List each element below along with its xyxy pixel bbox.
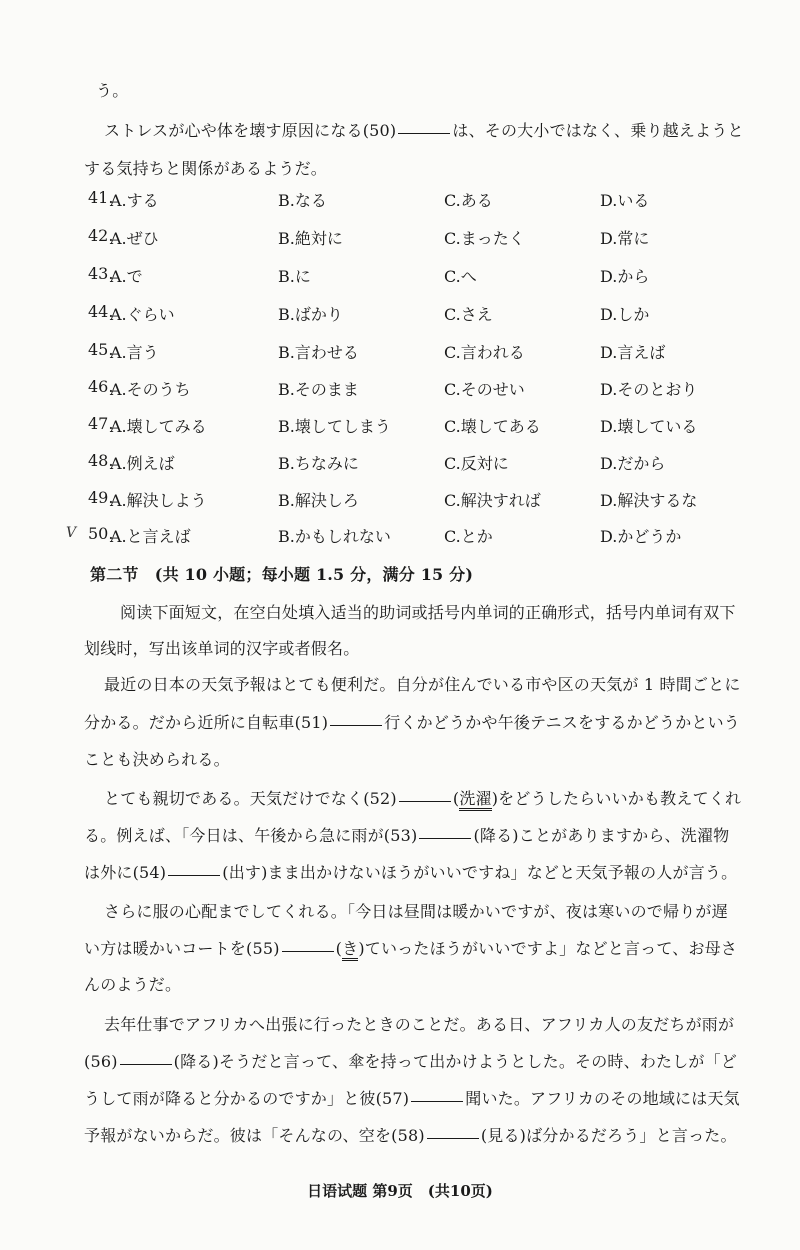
option-c[interactable]: C.へ	[444, 267, 477, 286]
option-d[interactable]: D.かどうか	[600, 527, 682, 546]
question-row	[88, 340, 728, 362]
option-a[interactable]: A.と言えば	[110, 527, 191, 546]
passage2-text: (見る)ば分かるだろう」と言った。	[480, 1126, 737, 1145]
passage1-line0: う。	[96, 81, 129, 100]
section2-title: 第二节 (共 10 小题；每小题 1.5 分，满分 15 分)	[90, 565, 474, 584]
option-b[interactable]: B.解決しろ	[278, 491, 359, 510]
question-number: 42.	[88, 226, 114, 245]
question-number: 45.	[88, 340, 114, 359]
blank-52[interactable]	[399, 800, 451, 802]
passage2-text: とても親切である。天気だけでなく(52)	[104, 789, 397, 808]
option-a[interactable]: A.言う	[110, 343, 159, 362]
question-row	[88, 488, 728, 510]
passage2-p1-line3: ことも決められる。	[84, 750, 230, 769]
question-row	[88, 377, 728, 399]
option-d[interactable]: D.常に	[600, 229, 650, 248]
passage2-p2-line1	[104, 786, 741, 809]
passage2-text: 予報がないからだ。彼は「そんなの、空を(58)	[84, 1126, 425, 1145]
passage2-p4-line3	[84, 1086, 740, 1109]
option-d[interactable]: D.しか	[600, 305, 650, 324]
question-number: 44.	[88, 302, 114, 321]
double-underlined-word: 洗濯	[459, 789, 491, 811]
option-a[interactable]: A.解決しよう	[110, 491, 207, 510]
question-number: 41.	[88, 188, 114, 207]
passage1-line1-part-b: は、その大小ではなく、乗り越えようと	[452, 121, 744, 140]
passage2-text: (降る)ことがありますから、洗濯物	[473, 826, 730, 845]
option-a[interactable]: A.そのうち	[110, 380, 191, 399]
option-c[interactable]: C.ある	[444, 191, 493, 210]
question-number: 49.	[88, 488, 114, 507]
option-d[interactable]: D.言えば	[600, 343, 666, 362]
passage2-text: ていったほうがいいですよ」などと言って、お母さ	[364, 939, 738, 958]
option-c[interactable]: C.そのせい	[444, 380, 525, 399]
passage2-p4-line4	[84, 1123, 737, 1146]
option-a[interactable]: A.壊してみる	[110, 417, 207, 436]
option-c[interactable]: C.さえ	[444, 305, 493, 324]
passage2-p2-line2	[84, 823, 729, 846]
passage2-text: (降る)そうだと言って、傘を持って出かけようとした。その時、わたしが「ど	[173, 1052, 738, 1071]
section2-instruction-line2: 划线时，写出该单词的汉字或者假名。	[84, 639, 360, 658]
passage2-text: (出す)まま出かけないほうがいいですね」などと天気予報の人が言う。	[222, 863, 738, 882]
passage2-text: 聞いた。アフリカのその地域には天気	[465, 1089, 740, 1108]
passage2-text: うして雨が降ると分かるのですか」と彼(57)	[84, 1089, 410, 1108]
passage2-text: 分かる。だから近所に自転車(51)	[84, 713, 329, 732]
passage1-line1-part-a: ストレスが心や体を壊す原因になる(50)	[104, 121, 397, 140]
option-c[interactable]: C.言われる	[444, 343, 525, 362]
option-a[interactable]: A.する	[110, 191, 159, 210]
option-a[interactable]: A.例えば	[110, 454, 175, 473]
blank-56[interactable]	[120, 1063, 172, 1065]
paren-close: )	[491, 789, 499, 808]
option-b[interactable]: B.壊してしまう	[278, 417, 391, 436]
passage2-p3-line3: んのようだ。	[84, 975, 182, 994]
passage2-text: る。例えば、「今日は、午後から急に雨が(53)	[84, 826, 418, 845]
page-footer: 日语试题 第9页 (共10页)	[307, 1182, 493, 1200]
paren-open: (	[452, 789, 460, 808]
option-b[interactable]: B.ばかり	[278, 305, 343, 324]
passage1-line2: する気持ちと関係があるようだ。	[84, 159, 328, 178]
question-number: 48.	[88, 451, 114, 470]
question-number: 47.	[88, 414, 114, 433]
option-d[interactable]: D.そのとおり	[600, 380, 698, 399]
blank-51[interactable]	[330, 724, 382, 726]
option-d[interactable]: D.解決するな	[600, 491, 698, 510]
option-b[interactable]: B.に	[278, 267, 311, 286]
option-a[interactable]: A.ぐらい	[110, 305, 175, 324]
passage2-p1-line1: 最近の日本の天気予報はとても便利だ。自分が住んでいる市や区の天気が 1 時間ごとに	[104, 675, 741, 694]
question-number: 43.	[88, 264, 114, 283]
option-b[interactable]: B.ちなみに	[278, 454, 359, 473]
blank-54[interactable]	[168, 874, 220, 876]
question-row	[88, 414, 728, 436]
paren-close: )	[358, 939, 365, 958]
option-b[interactable]: B.かもしれない	[278, 527, 391, 546]
option-c[interactable]: C.反対に	[444, 454, 509, 473]
option-c[interactable]: C.解決すれば	[444, 491, 541, 510]
passage2-p2-line3	[84, 860, 737, 883]
passage1-line1	[104, 118, 744, 141]
blank-58[interactable]	[427, 1137, 479, 1139]
handwritten-margin-mark: V	[66, 525, 77, 541]
option-d[interactable]: D.だから	[600, 454, 666, 473]
question-row	[88, 188, 728, 210]
passage2-p4-line2	[84, 1049, 737, 1072]
double-underlined-word: き	[342, 939, 358, 961]
option-d[interactable]: D.から	[600, 267, 650, 286]
passage2-text: 行くかどうかや午後テニスをするかどうかという	[384, 713, 741, 732]
question-row	[88, 226, 728, 248]
passage2-text: は外に(54)	[84, 863, 167, 882]
paren-open: (	[335, 939, 343, 958]
option-b[interactable]: B.なる	[278, 191, 327, 210]
option-b[interactable]: B.言わせる	[278, 343, 359, 362]
option-a[interactable]: A.で	[110, 267, 143, 286]
option-c[interactable]: C.壊してある	[444, 417, 541, 436]
option-b[interactable]: B.絶対に	[278, 229, 343, 248]
question-number: 50.	[88, 524, 114, 543]
blank-53[interactable]	[419, 837, 471, 839]
option-d[interactable]: D.壊している	[600, 417, 698, 436]
passage2-text: をどうしたらいいかも教えてくれ	[498, 789, 742, 808]
option-d[interactable]: D.いる	[600, 191, 650, 210]
option-a[interactable]: A.ぜひ	[110, 229, 159, 248]
question-row	[88, 264, 728, 286]
option-c[interactable]: C.まったく	[444, 229, 525, 248]
option-b[interactable]: B.そのまま	[278, 380, 359, 399]
blank-57[interactable]	[411, 1100, 463, 1102]
question-row	[88, 302, 728, 324]
question-row	[88, 451, 728, 473]
passage2-p3-line1: さらに服の心配までしてくれる。「今日は昼間は暖かいですが、夜は寒いので帰りが遅	[104, 902, 728, 921]
blank-50[interactable]	[398, 132, 450, 134]
passage2-text: (56)	[84, 1052, 118, 1071]
passage2-p1-line2	[84, 710, 740, 733]
passage2-p3-line2	[84, 936, 737, 959]
question-row	[88, 524, 728, 546]
passage2-text: い方は暖かいコートを(55)	[84, 939, 280, 958]
section2-instruction-line1: 阅读下面短文，在空白处填入适当的助词或括号内单词的正确形式，括号内单词有双下	[120, 603, 736, 622]
question-number: 46.	[88, 377, 114, 396]
blank-55[interactable]	[282, 950, 334, 952]
passage2-p4-line1: 去年仕事でアフリカへ出張に行ったときのことだ。ある日、アフリカ人の友だちが雨が	[104, 1015, 735, 1034]
option-c[interactable]: C.とか	[444, 527, 493, 546]
